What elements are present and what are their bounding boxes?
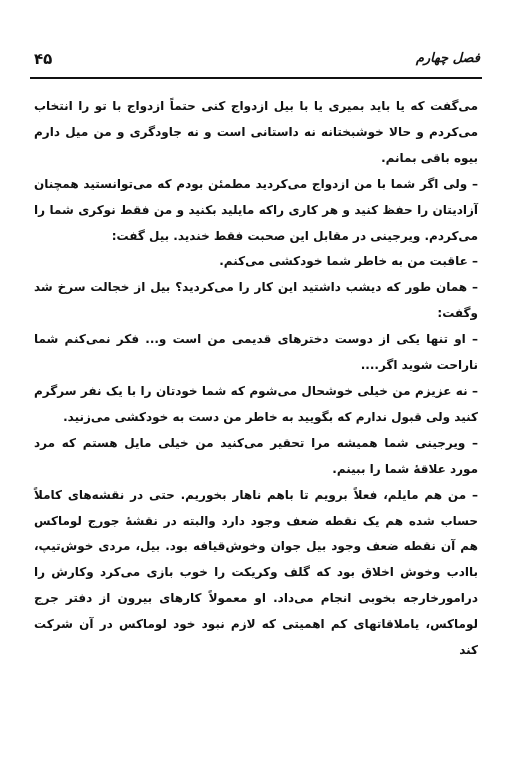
paragraph: – همان طور که دیشب داشتید این کار را می‌کردید؟ بیل از خجالت سرخ شد وگفت: — [34, 280, 478, 321]
paragraph: – نه عزیزم من خیلی خوشحال می‌شوم که شما خودتان را با یک نفر سرگرم کنید ولی قبول ندارم که بگویید به خاطر من دست به خودکشی می‌زنید. — [34, 383, 478, 424]
header-divider — [30, 77, 482, 79]
chapter-title: فصل چهارم — [415, 51, 480, 66]
paragraph: می‌گفت که یا باید بمیری یا با بیل ازدواج کنی حتماً ازدواج با تو را انتخاب می‌کردم و حالا خوشبختانه نه داستانی است و نه جاودگری و من میل دارم بیوه باقی بمانم. — [34, 99, 478, 165]
body-text — [34, 94, 478, 664]
paragraph: – ویرجینی شما همیشه مرا تحقیر می‌کنید من خیلی مایل هستم که مرد مورد علاقهٔ شما را ببینم. — [34, 435, 478, 476]
paragraph: – عاقبت من به خاطر شما خودکشی می‌کنم. — [219, 254, 478, 269]
paragraph: – ولی اگر شما با من ازدواج می‌کردید مطمئن بودم که می‌توانستید همچنان آزادیتان را حفظ کنید و هر کاری راکه مایلید بکنید و من فقط نوکری شما را می‌کردم. ویرجینی در مقابل این صحبت فقط خندید. بیل گفت: — [34, 176, 478, 243]
page-header — [30, 50, 480, 76]
page-number: ۴۵ — [34, 50, 53, 68]
paragraph: – او تنها یکی از دوست دخترهای قدیمی من است و... فکر نمی‌کنم شما ناراحت شوید اگر.... — [34, 332, 478, 373]
paragraph: – من هم مایلم، فعلاً برویم تا باهم ناهار بخوریم. حتی در نقشه‌های کاملاً حساب شده هم یک نقطه ضعف وجود دارد والبته در نقشهٔ جورج لوماکس هم آن نقطه ضعف وجود بیل جوان وخوش‌قیافه بود. بیل، مردی خوش‌تیپ، باادب وخوش اخلاق بود که گلف وکریکت را خوب بازی می‌کرد وکارش را درامورخارجه بخوبی انجام می‌داد. او معمولاً کارهای بیرون از دفتر جرج لوماکس، یاملاقاتهای کم اهمیتی که لازم نبود خود لوماکس در آن شرکت کند — [34, 487, 478, 658]
